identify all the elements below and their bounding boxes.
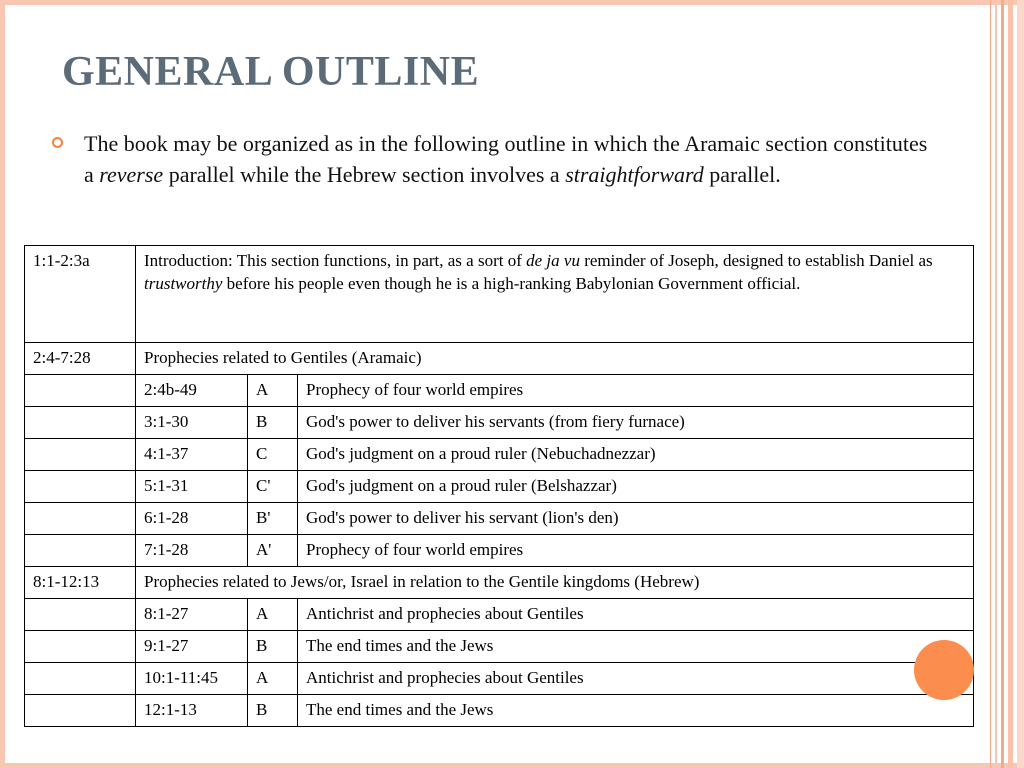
table-row bbox=[25, 503, 974, 535]
table-row bbox=[25, 535, 974, 567]
letter-cell: A bbox=[248, 663, 298, 695]
description-cell: God's power to deliver his servant (lion's den) bbox=[298, 503, 974, 535]
hollow-circle-bullet-icon bbox=[52, 137, 63, 148]
intro-text-part: before his people even though he is a high-ranking Babylonian Government official. bbox=[222, 274, 801, 293]
empty-cell bbox=[25, 407, 136, 439]
bullet-text-part: The book may be organized as in the following outline in which the Aramaic section constitutes a bbox=[84, 131, 928, 187]
ref-cell: 3:1-30 bbox=[136, 407, 248, 439]
intro-emphasis: de ja vu bbox=[526, 251, 580, 270]
description-cell: Antichrist and prophecies about Gentiles bbox=[298, 663, 974, 695]
section-ref-cell: 8:1-12:13 bbox=[25, 567, 136, 599]
orange-circle-decoration bbox=[914, 640, 974, 700]
section-ref-cell: 2:4-7:28 bbox=[25, 343, 136, 375]
letter-cell: B bbox=[248, 631, 298, 663]
table-row bbox=[25, 599, 974, 631]
ref-cell: 9:1-27 bbox=[136, 631, 248, 663]
section-title-cell: Prophecies related to Gentiles (Aramaic) bbox=[136, 343, 974, 375]
empty-cell bbox=[25, 503, 136, 535]
decorative-stripes bbox=[976, 0, 1024, 768]
bullet-emphasis: reverse bbox=[99, 162, 164, 187]
bullet-paragraph bbox=[52, 128, 942, 190]
letter-cell: A bbox=[248, 375, 298, 407]
description-cell: God's judgment on a proud ruler (Belshazzar) bbox=[298, 471, 974, 503]
description-cell: Prophecy of four world empires bbox=[298, 375, 974, 407]
bullet-text bbox=[84, 128, 942, 190]
slide-title: GENERAL OUTLINE bbox=[62, 49, 480, 95]
empty-cell bbox=[25, 375, 136, 407]
empty-cell bbox=[25, 695, 136, 727]
bullet-emphasis: straightforward bbox=[565, 162, 704, 187]
table-row bbox=[25, 695, 974, 727]
ref-cell: 5:1-31 bbox=[136, 471, 248, 503]
section-title-cell: Prophecies related to Jews/or, Israel in relation to the Gentile kingdoms (Hebrew) bbox=[136, 567, 974, 599]
empty-cell bbox=[25, 663, 136, 695]
letter-cell: A bbox=[248, 599, 298, 631]
outline-table-body bbox=[25, 246, 974, 727]
description-cell: The end times and the Jews bbox=[298, 631, 974, 663]
intro-emphasis: trustworthy bbox=[144, 274, 223, 293]
description-cell: God's power to deliver his servants (from fiery furnace) bbox=[298, 407, 974, 439]
table-row bbox=[25, 375, 974, 407]
letter-cell: A' bbox=[248, 535, 298, 567]
empty-cell bbox=[25, 631, 136, 663]
empty-cell bbox=[25, 535, 136, 567]
stripe bbox=[1001, 0, 1004, 768]
ref-cell: 4:1-37 bbox=[136, 439, 248, 471]
ref-cell: 6:1-28 bbox=[136, 503, 248, 535]
letter-cell: B bbox=[248, 695, 298, 727]
table-row bbox=[25, 663, 974, 695]
stripe bbox=[1017, 0, 1024, 768]
table-row bbox=[25, 471, 974, 503]
table-row bbox=[25, 439, 974, 471]
ref-cell: 7:1-28 bbox=[136, 535, 248, 567]
letter-cell: B bbox=[248, 407, 298, 439]
description-cell: God's judgment on a proud ruler (Nebuchadnezzar) bbox=[298, 439, 974, 471]
intro-desc-cell bbox=[136, 246, 974, 343]
intro-ref-cell: 1:1-2:3a bbox=[25, 246, 136, 343]
empty-cell bbox=[25, 471, 136, 503]
stripe bbox=[995, 0, 997, 768]
stripe bbox=[1008, 0, 1013, 768]
stripe bbox=[990, 0, 991, 768]
empty-cell bbox=[25, 439, 136, 471]
ref-cell: 2:4b-49 bbox=[136, 375, 248, 407]
intro-text-part: reminder of Joseph, designed to establish Daniel as bbox=[579, 251, 933, 270]
intro-row bbox=[25, 246, 974, 343]
letter-cell: B' bbox=[248, 503, 298, 535]
ref-cell: 10:1-11:45 bbox=[136, 663, 248, 695]
section-row bbox=[25, 343, 974, 375]
table-row bbox=[25, 631, 974, 663]
bullet-text-part: parallel while the Hebrew section involves a bbox=[163, 162, 566, 187]
ref-cell: 8:1-27 bbox=[136, 599, 248, 631]
description-cell: Prophecy of four world empires bbox=[298, 535, 974, 567]
section-row bbox=[25, 567, 974, 599]
description-cell: Antichrist and prophecies about Gentiles bbox=[298, 599, 974, 631]
empty-cell bbox=[25, 599, 136, 631]
letter-cell: C' bbox=[248, 471, 298, 503]
intro-text-part: Introduction: This section functions, in part, as a sort of bbox=[144, 251, 527, 270]
bullet-text-part: parallel. bbox=[703, 162, 781, 187]
description-cell: The end times and the Jews bbox=[298, 695, 974, 727]
table-row bbox=[25, 407, 974, 439]
letter-cell: C bbox=[248, 439, 298, 471]
outline-table bbox=[24, 245, 974, 727]
ref-cell: 12:1-13 bbox=[136, 695, 248, 727]
